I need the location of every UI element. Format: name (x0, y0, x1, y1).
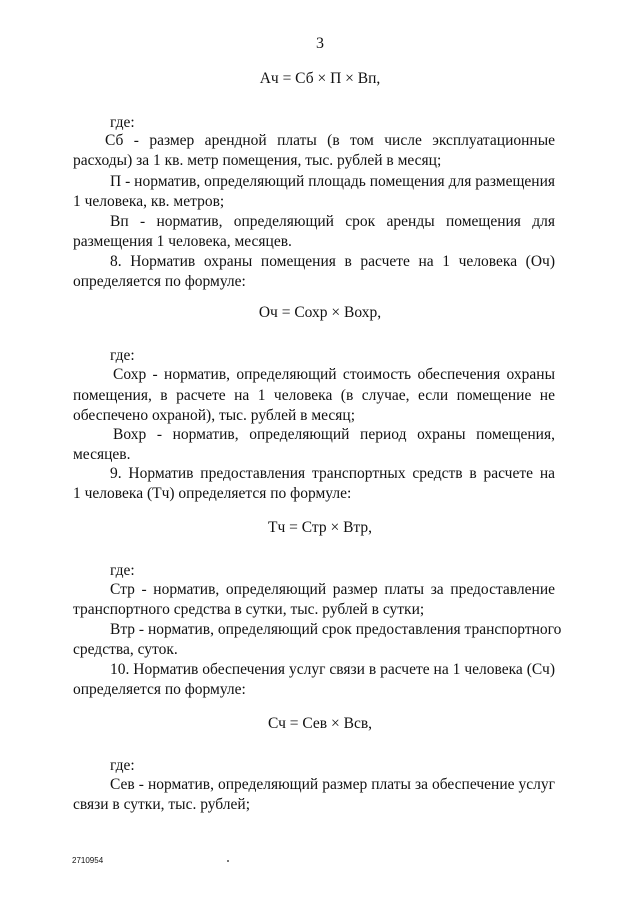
page-number: 3 (316, 35, 324, 52)
text-line: 9. Норматив предоставления транспортных средств в расчете на (110, 465, 555, 482)
text-line: размещения 1 человека, месяцев. (73, 233, 292, 250)
text-line: определяется по формуле: (73, 681, 246, 698)
text-line: средства, суток. (73, 641, 178, 658)
text-line: помещения, в расчете на 1 человека (в случае, если помещение не (73, 387, 555, 404)
formula-ach: Ач = Сб × П × Вп, (259, 70, 381, 87)
text-line: месяцев. (73, 446, 131, 463)
where-label: где: (110, 347, 135, 364)
formula-och: Оч = Сохр × Вохр, (258, 304, 382, 321)
text-line: Сохр - норматив, определяющий стоимость обеспечения охраны (113, 366, 555, 383)
text-line: связи в сутки, тыс. рублей; (73, 796, 251, 813)
where-label: где: (110, 757, 135, 774)
text-line: 1 человека, кв. метров; (73, 193, 225, 210)
text-line: расходы) за 1 кв. метр помещения, тыс. рублей в месяц; (73, 152, 442, 169)
where-label: где: (110, 114, 135, 131)
text-line: Втр - норматив, определяющий срок предоставления транспортного (110, 621, 562, 638)
text-line: 8. Норматив охраны помещения в расчете на 1 человека (Оч) (110, 253, 555, 270)
text-line: Сев - норматив, определяющий размер платы за обеспечение услуг (110, 776, 555, 793)
text-line: обеспечено охраной), тыс. рублей в месяц; (73, 407, 356, 424)
formula-sch: Сч = Сев × Всв, (267, 715, 373, 732)
text-line: определяется по формуле: (73, 273, 246, 290)
document-code: 2710954 (72, 856, 104, 865)
text-line: Стр - норматив, определяющий размер платы за предоставление (110, 581, 555, 598)
text-line: Вп - норматив, определяющий срок аренды помещения для (110, 213, 555, 230)
formula-tch: Тч = Стр × Втр, (267, 519, 373, 536)
text-line: Сб - размер арендной платы (в том числе эксплуатационные (105, 132, 555, 149)
text-line: Вохр - норматив, определяющий период охраны помещения, (113, 426, 555, 443)
scan-dot (227, 860, 229, 862)
text-line: 1 человека (Тч) определяется по формуле: (73, 485, 352, 502)
where-label: где: (110, 562, 135, 579)
text-line: транспортного средства в сутки, тыс. рублей в сутки; (73, 601, 425, 618)
text-line: П - норматив, определяющий площадь помещения для размещения (110, 173, 555, 190)
text-line: 10. Норматив обеспечения услуг связи в расчете на 1 человека (Сч) (110, 661, 555, 678)
